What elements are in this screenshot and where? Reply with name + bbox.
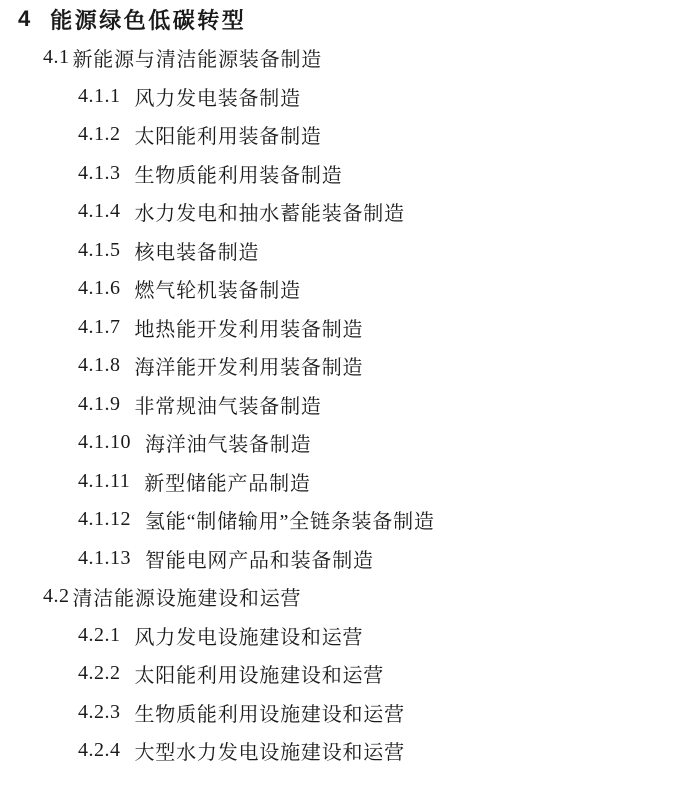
item-title: 智能电网产品和装备制造 [145,549,374,572]
item-title: 太阳能利用设施建设和运营 [134,665,385,688]
item-line [0,154,688,193]
item-line [0,77,688,116]
item-line [0,501,688,540]
item-title: 新型储能产品制造 [144,472,311,495]
item-line [0,655,688,694]
item-number: 4.2.1 [78,623,121,646]
item-line [0,732,688,771]
item-line [0,116,688,155]
item-number: 4.1.5 [78,238,121,261]
item-line [0,616,688,655]
section-title: 新能源与清洁能源装备制造 [72,49,323,72]
item-title: 海洋能开发利用装备制造 [134,357,364,380]
item-line [0,347,688,386]
item-number: 4.1.3 [78,161,121,184]
item-number: 4.2.4 [78,739,121,762]
section-line [0,39,688,78]
item-title: 燃气轮机装备制造 [134,280,301,303]
item-title: 太阳能利用装备制造 [134,126,322,149]
item-line [0,385,688,424]
item-title: 地热能开发利用装备制造 [134,318,364,341]
item-title: 非常规油气装备制造 [134,395,322,418]
item-title: 生物质能利用装备制造 [134,164,343,187]
item-number: 4.1.10 [78,431,131,454]
item-line [0,424,688,463]
item-title: 海洋油气装备制造 [145,434,312,457]
item-title: 大型水力发电设施建设和运营 [134,742,405,765]
item-number: 4.1.1 [78,84,121,107]
section-title: 清洁能源设施建设和运营 [72,588,302,611]
item-number: 4.1.6 [78,277,121,300]
item-line [0,231,688,270]
item-number: 4.1.7 [78,315,121,338]
item-title: 生物质能利用设施建设和运营 [134,703,405,726]
item-number: 4.1.8 [78,354,121,377]
item-number: 4.1.2 [78,123,121,146]
item-number: 4.1.12 [78,508,131,531]
item-title: 风力发电设施建设和运营 [134,626,364,649]
item-line [0,270,688,309]
section-line [0,578,688,617]
section-number: 4.1 [43,46,70,69]
item-title: 风力发电装备制造 [134,87,301,110]
item-title: 核电装备制造 [134,241,260,264]
item-line [0,539,688,578]
item-number: 4.2.2 [78,662,121,685]
item-title: 氢能“制储输用”全链条装备制造 [145,511,435,534]
item-line [0,462,688,501]
heading-title: 能源绿色低碳转型 [50,7,247,33]
item-number: 4.1.11 [78,469,131,492]
item-line [0,193,688,232]
item-number: 4.1.13 [78,546,131,569]
item-line [0,308,688,347]
section-number: 4.2 [43,585,70,608]
item-number: 4.2.3 [78,700,121,723]
item-number: 4.1.4 [78,200,121,223]
item-line [0,693,688,732]
heading-line [0,0,688,39]
heading-number: 4 [18,6,31,32]
item-number: 4.1.9 [78,392,121,415]
item-title: 水力发电和抽水蓄能装备制造 [134,203,405,226]
